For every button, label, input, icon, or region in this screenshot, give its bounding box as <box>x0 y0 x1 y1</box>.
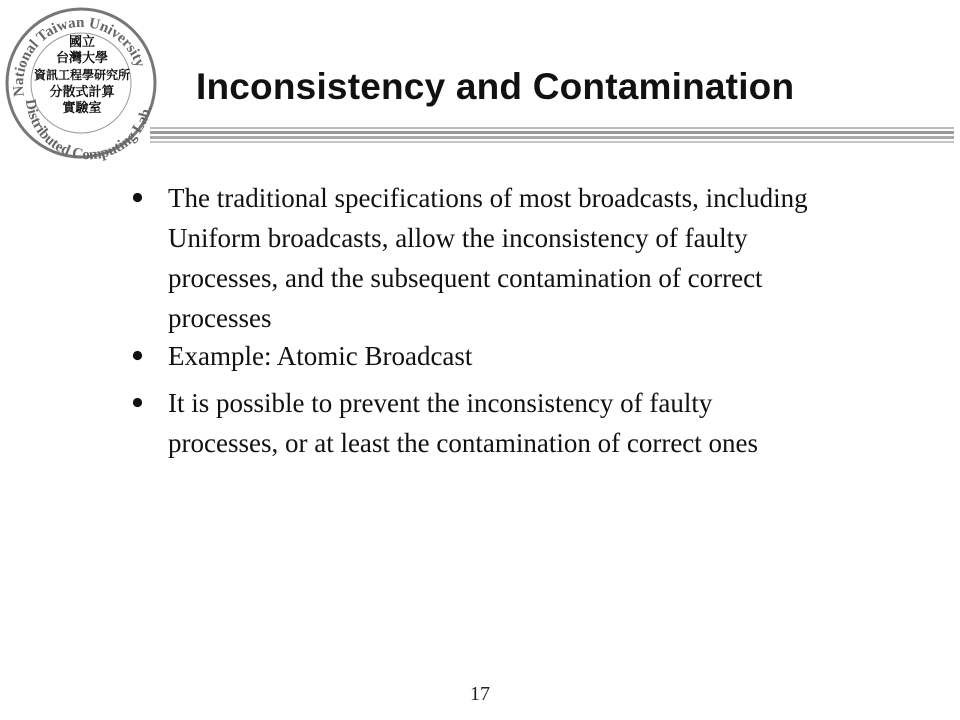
bullet-line: processes, and the subsequent contamination of correct <box>168 263 763 293</box>
logo-line-2: 台灣大學 <box>55 51 109 66</box>
logo-line-5: 實驗室 <box>62 101 102 116</box>
bullet-text <box>168 336 928 376</box>
slide-title: Inconsistency and Contamination <box>196 66 795 107</box>
bullet-line: processes, or at least the contamination of correct ones <box>168 428 759 458</box>
bullet-line: Uniform broadcasts, allow the inconsistency of faulty <box>168 223 748 253</box>
logo-line-1: 國立 <box>68 35 96 50</box>
bullet-line: processes <box>168 303 272 333</box>
diamond-bullet-icon <box>132 350 143 361</box>
diamond-bullet-icon <box>132 397 143 408</box>
logo-ring-bottom-text: Distributed Computing Lab. <box>21 98 156 162</box>
bullet-text <box>168 178 928 338</box>
title-divider <box>150 126 954 146</box>
page-number: 17 <box>470 683 490 705</box>
logo-ring-top-text: National Taiwan University <box>10 14 148 98</box>
diamond-bullet-icon <box>132 192 143 203</box>
bullet-line: Example: Atomic Broadcast <box>168 341 473 371</box>
logo-line-4: 分散式計算 <box>49 85 115 100</box>
bullet-line: The traditional specifications of most broadcasts, including <box>168 183 808 213</box>
logo-line-3: 資訊工程學研究所 <box>33 68 131 82</box>
bullet-line: It is possible to prevent the inconsistency of faulty <box>168 388 713 418</box>
bullet-text <box>168 383 928 463</box>
lab-logo <box>2 4 160 162</box>
